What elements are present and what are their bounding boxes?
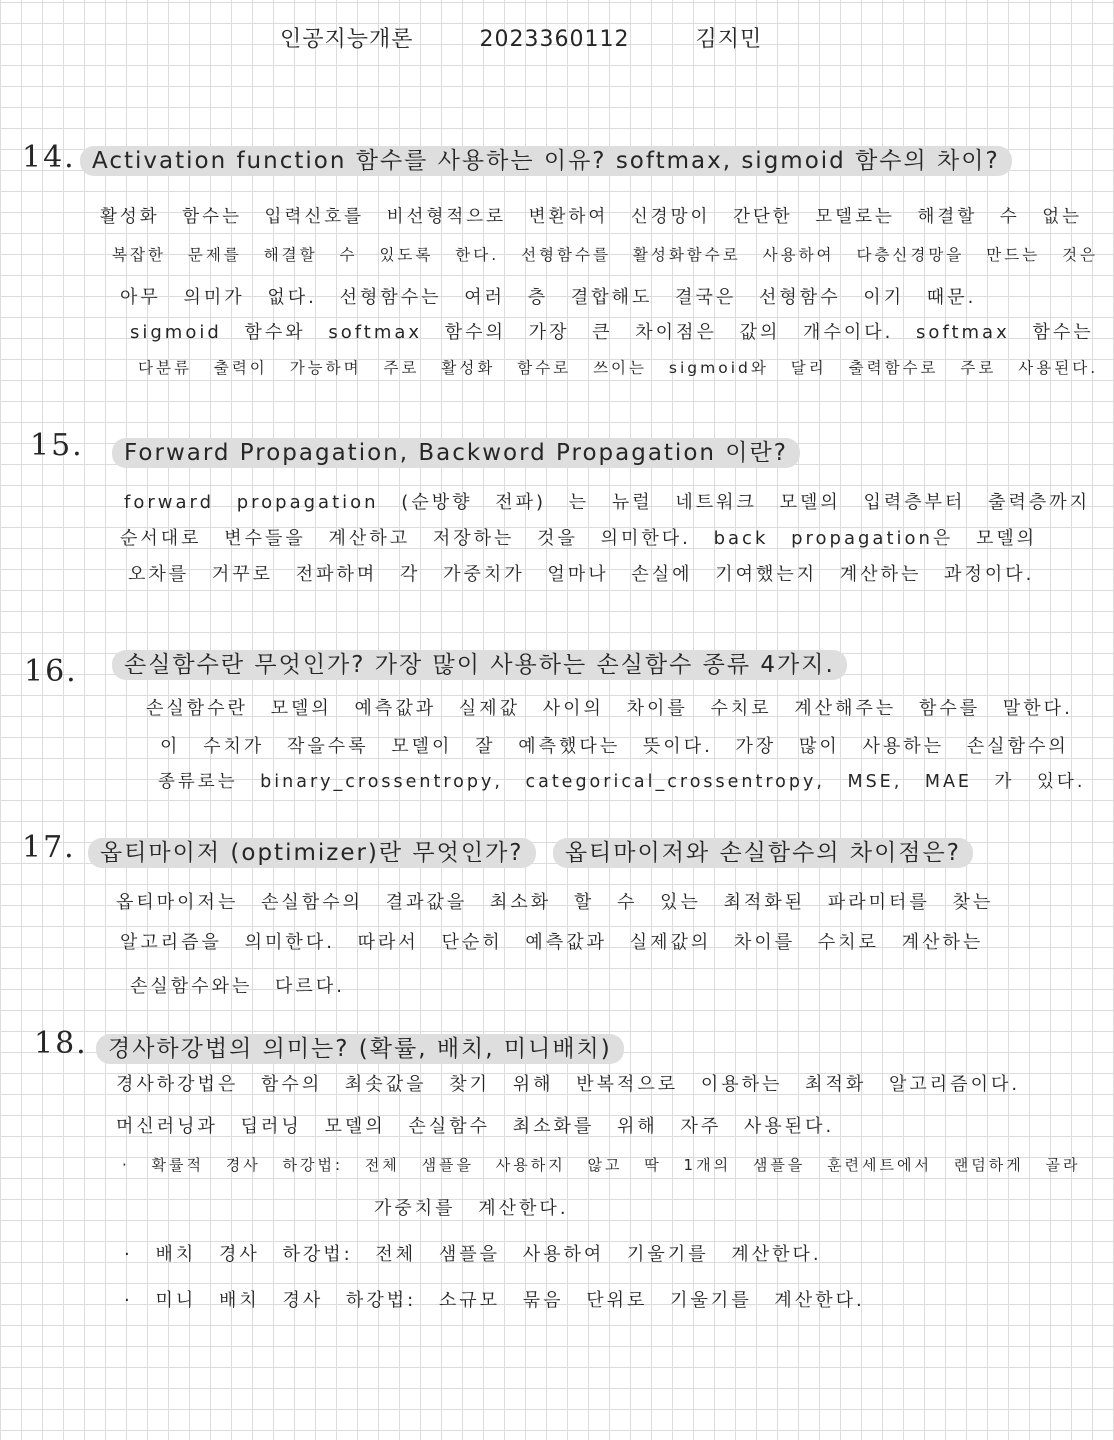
student-name: 김지민 [695, 27, 763, 52]
answer-18-bullet-minibatch: · 미니 배치 경사 하강법: 소규모 묶음 단위로 기울기를 계산한다. [124, 1290, 865, 1311]
student-id: 2023360112 [479, 27, 630, 52]
answer-16-line-1: 손실함수란 모델의 예측값과 실제값 사이의 차이를 수치로 계산해주는 함수를 말한다. [146, 698, 1073, 719]
answer-18-bullet-batch: · 배치 경사 하강법: 전체 샘플을 사용하여 기울기를 계산한다. [124, 1244, 822, 1265]
answer-14-line-1: 활성화 함수는 입력신호를 비선형적으로 변환하여 신경망이 간단한 모델로는 해결할 수 없는 [100, 207, 1083, 227]
section-number-17: 17. [22, 830, 76, 865]
answer-18-line-2: 머신러닝과 딥러닝 모델의 손실함수 최소화를 위해 자주 사용된다. [116, 1116, 835, 1137]
question-15 [112, 434, 800, 467]
page-header [280, 22, 820, 53]
question-16 [112, 646, 847, 679]
course-title: 인공지능개론 [280, 27, 414, 52]
section-number-16: 16. [24, 654, 78, 689]
section-number-15: 15. [30, 428, 84, 463]
answer-14-line-3: 아무 의미가 없다. 선형함수는 여러 층 결합해도 결국은 선형함수 이기 때문. [120, 287, 977, 308]
question-17-part-1: 옵티마이저 (optimizer)란 무엇인가? [88, 838, 536, 868]
answer-18-line-1: 경사하강법은 함수의 최솟값을 찾기 위해 반복적으로 이용하는 최적화 알고리즘이다. [116, 1074, 1021, 1095]
answer-14-line-2: 복잡한 문제를 해결할 수 있도록 한다. 선형함수를 활성화함수로 사용하여 다층신경망을 만드는 것은 [112, 246, 1099, 264]
answer-14-line-4: sigmoid 함수와 softmax 함수의 가장 큰 차이점은 값의 개수이다. softmax 함수는 [130, 322, 1094, 343]
answer-14-line-5: 다분류 출력이 가능하며 주로 활성화 함수로 쓰이는 sigmoid와 달리 출력함수로 주로 사용된다. [138, 359, 1099, 377]
question-16-text: 손실함수란 무엇인가? 가장 많이 사용하는 손실함수 종류 4가지. [112, 650, 847, 680]
question-17-part-2: 옵티마이저와 손실함수의 차이점은? [553, 838, 973, 868]
answer-15-line-3: 오차를 거꾸로 전파하며 각 가중치가 얼마나 손실에 기여했는지 계산하는 과정이다. [128, 564, 1035, 585]
answer-18-bullet-stochastic: · 확률적 경사 하강법: 전체 샘플을 사용하지 않고 딱 1개의 샘플을 훈련세트에서 랜덤하게 골라 [122, 1156, 1081, 1174]
question-18-text: 경사하강법의 의미는? (확률, 배치, 미니배치) [96, 1034, 624, 1064]
question-15-text: Forward Propagation, Backword Propagation 이란? [112, 438, 800, 468]
answer-17-line-2: 알고리즘을 의미한다. 따라서 단순히 예측값과 실제값의 차이를 수치로 계산하는 [120, 932, 984, 953]
question-14-text: Activation function 함수를 사용하는 이유? softmax, sigmoid 함수의 차이? [80, 146, 1012, 176]
question-18 [96, 1030, 624, 1063]
answer-17-line-3: 손실함수와는 다르다. [130, 976, 345, 997]
answer-15-line-2: 순서대로 변수들을 계산하고 저장하는 것을 의미한다. back propagation은 모델의 [120, 528, 1038, 549]
answer-15-line-1: forward propagation (순방향 전파) 는 뉴럴 네트워크 모델의 입력층부터 출력층까지 [124, 492, 1091, 513]
answer-16-line-3: 종류로는 binary_crossentropy, categorical_crossentropy, MSE, MAE 가 있다. [158, 772, 1086, 792]
answer-16-line-2: 이 수치가 작을수록 모델이 잘 예측했다는 뜻이다. 가장 많이 사용하는 손실함수의 [160, 736, 1069, 757]
question-14 [80, 142, 1012, 175]
answer-17-line-1: 옵티마이저는 손실함수의 결과값을 최소화 할 수 있는 최적화된 파라미터를 찾는 [116, 892, 994, 913]
answer-18-bullet-stochastic-cont: 가중치를 계산한다. [374, 1198, 569, 1219]
section-number-14: 14. [22, 140, 76, 175]
question-17 [88, 834, 973, 867]
section-number-18: 18. [34, 1026, 88, 1061]
